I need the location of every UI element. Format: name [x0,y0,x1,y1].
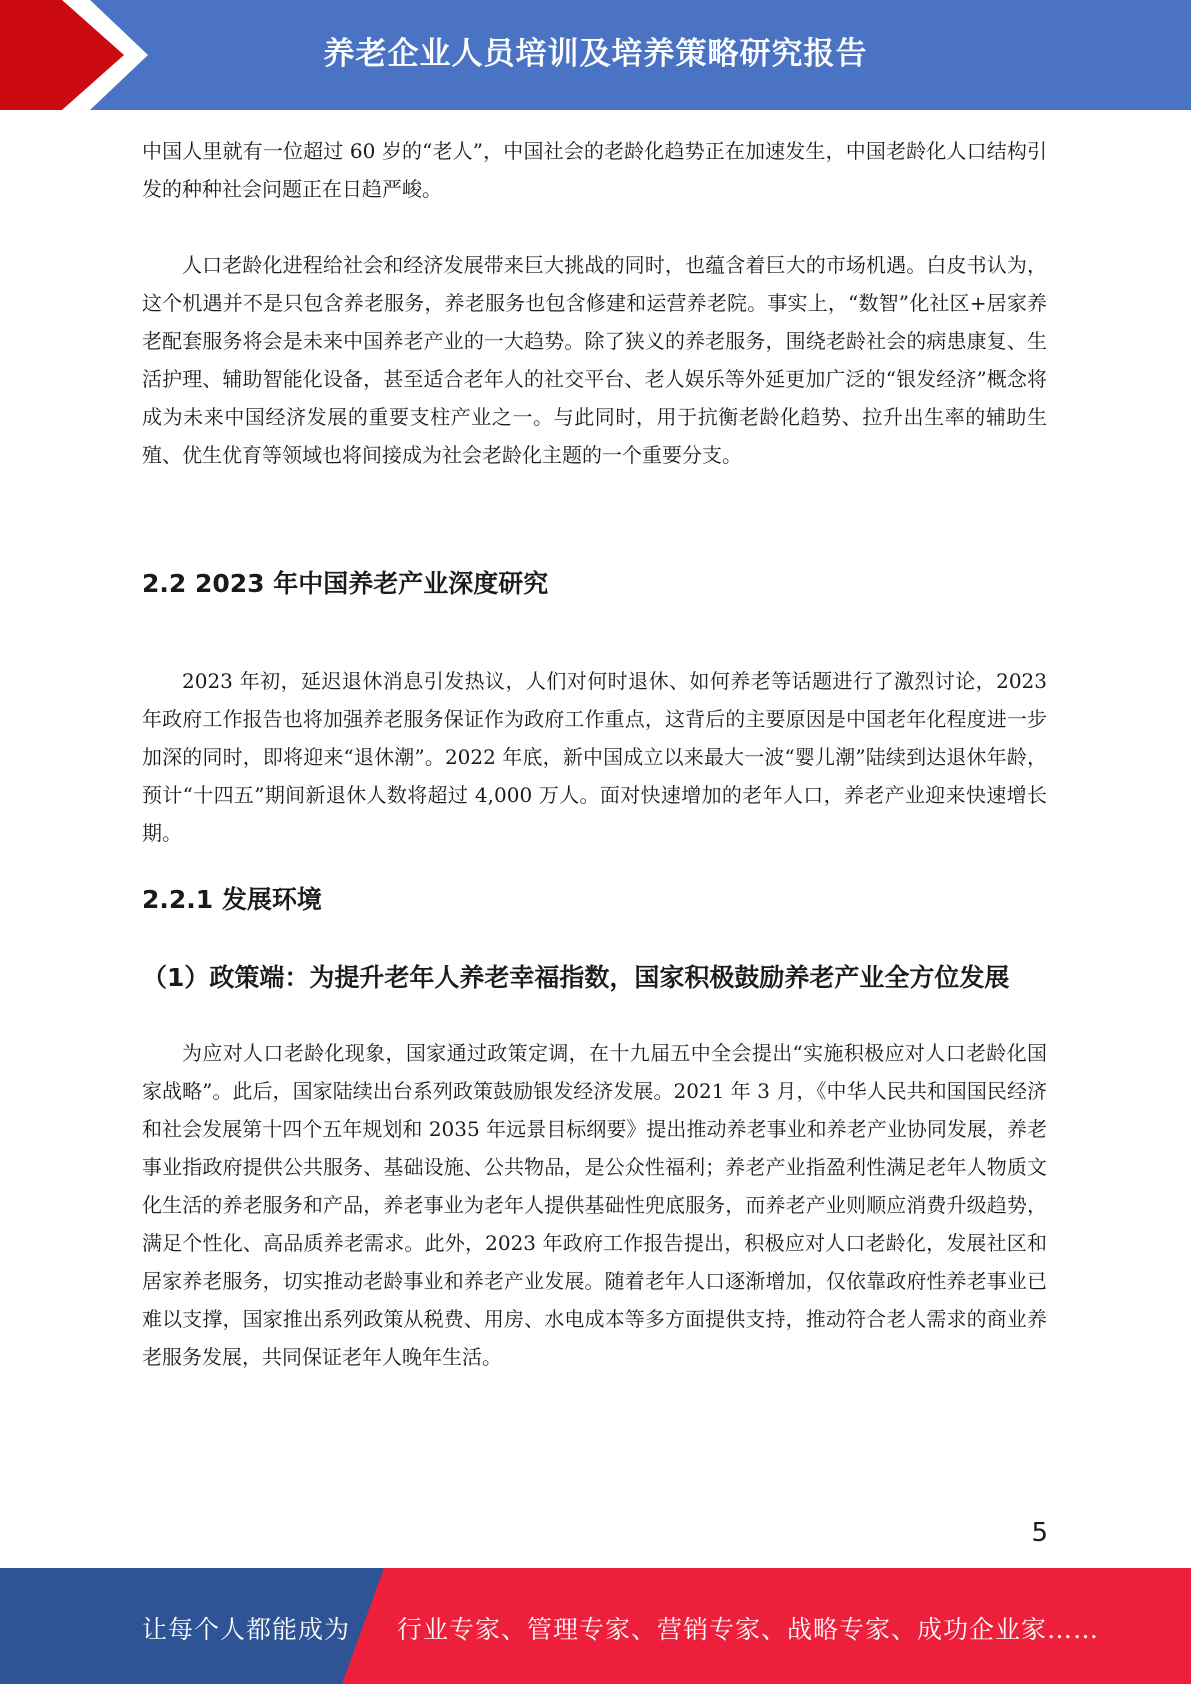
page-number: 5 [1031,1518,1048,1548]
page-footer [0,1568,1191,1684]
footer-slogan-right: 行业专家、管理专家、营销专家、战略专家、成功企业家…… [397,1615,1100,1644]
paragraph-2: 人口老龄化进程给社会和经济发展带来巨大挑战的同时，也蕴含着巨大的市场机遇。白皮书认为，这个机遇并不是只包含养老服务，养老服务也包含修建和运营养老院。事实上，“数智”化社区+居家养老配套服务将会是未来中国养老产业的一大趋势。除了狭义的养老服务，围绕老龄社会的病患康复、生活护理、辅助智能化设备，甚至适合老年人的社交平台、老人娱乐等外延更加广泛的“银发经济”概念将成为未来中国经济发展的重要支柱产业之一。与此同时，用于抗衡老龄化趋势、拉升出生率的辅助生殖、优生优育等领域也将间接成为社会老龄化主题的一个重要分支。 [142,253,1047,467]
section-heading-2-2: 2.2 2023 年中国养老产业深度研究 [142,569,549,598]
section-heading-2-2-1: 2.2.1 发展环境 [142,885,322,914]
paragraph-4: 为应对人口老龄化现象，国家通过政策定调，在十九届五中全会提出“实施积极应对人口老龄化国家战略”。此后，国家陆续出台系列政策鼓励银发经济发展。2021 年 3 月，《中华人民共和国国民经济和社会发展第十四个五年规划和 2035 年远景目标纲要》提出推动养老事业和养老产业协同发展，养老事业指政府提供公共服务、基础设施、公共物品，是公众性福利；养老产业指盈利性满足老年人物质文化生活的养老服务和产品，养老事业为老年人提供基础性兜底服务，而养老产业则顺应消费升级趋势，满足个性化、高品质养老需求。此外，2023 年政府工作报告提出，积极应对人口老龄化，发展社区和居家养老服务，切实推动老龄事业和养老产业发展。随着老年人口逐渐增加，仅依靠政府性养老事业已难以支撑，国家推出系列政策从税费、用房、水电成本等多方面提供支持，推动符合老人需求的商业养老服务发展，共同保证老年人晚年生活。 [142,1041,1047,1369]
paragraph-1: 中国人里就有一位超过 60 岁的“老人”，中国社会的老龄化趋势正在加速发生，中国老龄化人口结构引发的种种社会问题正在日趋严峻。 [142,139,1047,201]
report-title: 养老企业人员培训及培养策略研究报告 [323,36,868,72]
page-content [142,132,1047,1376]
subsection-heading-policy: （1）政策端：为提升老年人养老幸福指数，国家积极鼓励养老产业全方位发展 [142,963,1010,992]
footer-slogan-left: 让每个人都能成为 [142,1615,351,1644]
page-header [0,0,1191,110]
paragraph-3: 2023 年初，延迟退休消息引发热议，人们对何时退休、如何养老等话题进行了激烈讨论，2023 年政府工作报告也将加强养老服务保证作为政府工作重点，这背后的主要原因是中国老年化程度进一步加深的同时，即将迎来“退休潮”。2022 年底，新中国成立以来最大一波“婴儿潮”陆续到达退休年龄，预计“十四五”期间新退休人数将超过 4,000 万人。面对快速增加的老年人口，养老产业迎来快速增长期。 [142,669,1047,845]
